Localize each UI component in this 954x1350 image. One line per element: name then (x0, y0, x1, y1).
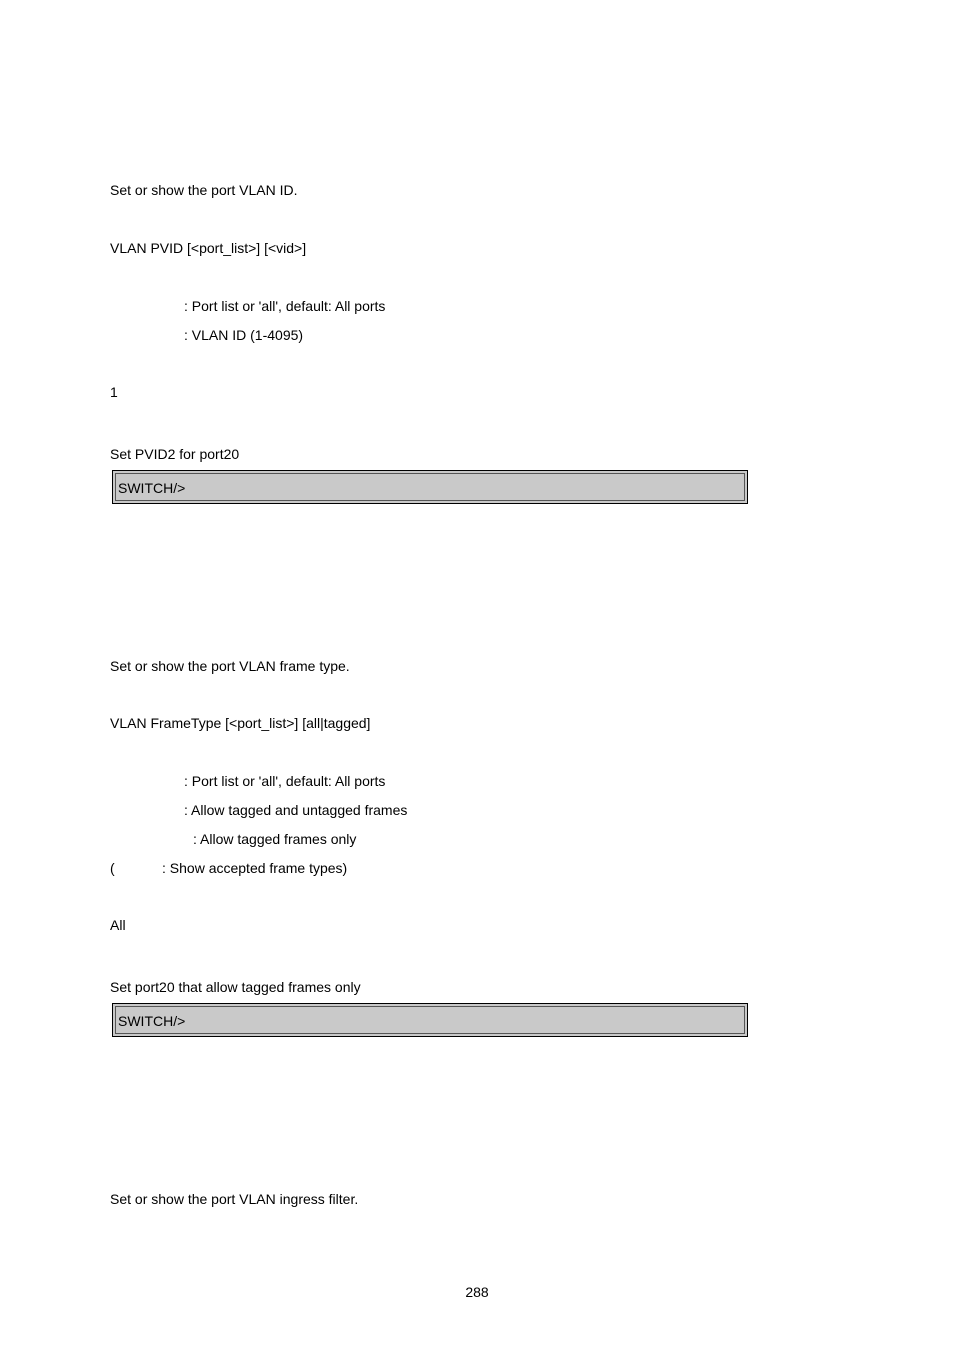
page-number: 288 (465, 1284, 489, 1300)
frametype-example-prompt: SWITCH/> (118, 1013, 186, 1029)
pvid-example-prompt: SWITCH/> (118, 480, 186, 496)
pvid-param-vid: : VLAN ID (1-4095) (184, 327, 304, 343)
pvid-example-caption: Set PVID2 for port20 (110, 446, 240, 462)
ingress-description: Set or show the port VLAN ingress filter. (110, 1191, 359, 1207)
frametype-note-open-paren: ( (110, 860, 115, 876)
frametype-param-port-list: : Port list or 'all', default: All ports (184, 773, 386, 789)
frametype-param-tagged: : Allow tagged frames only (193, 831, 357, 847)
pvid-description: Set or show the port VLAN ID. (110, 182, 298, 198)
pvid-syntax: VLAN PVID [<port_list>] [<vid>] (110, 240, 307, 256)
frametype-param-all: : Allow tagged and untagged frames (184, 802, 408, 818)
frametype-default-value: All (110, 917, 126, 933)
pvid-default-value: 1 (110, 384, 118, 400)
frametype-syntax: VLAN FrameType [<port_list>] [all|tagged] (110, 715, 371, 731)
frametype-example-caption: Set port20 that allow tagged frames only (110, 979, 361, 995)
frametype-note-text: : Show accepted frame types) (162, 860, 348, 876)
pvid-param-port-list: : Port list or 'all', default: All ports (184, 298, 386, 314)
frametype-example-command-box (112, 1003, 748, 1037)
pvid-example-command-box (112, 470, 748, 504)
frametype-description: Set or show the port VLAN frame type. (110, 658, 350, 674)
